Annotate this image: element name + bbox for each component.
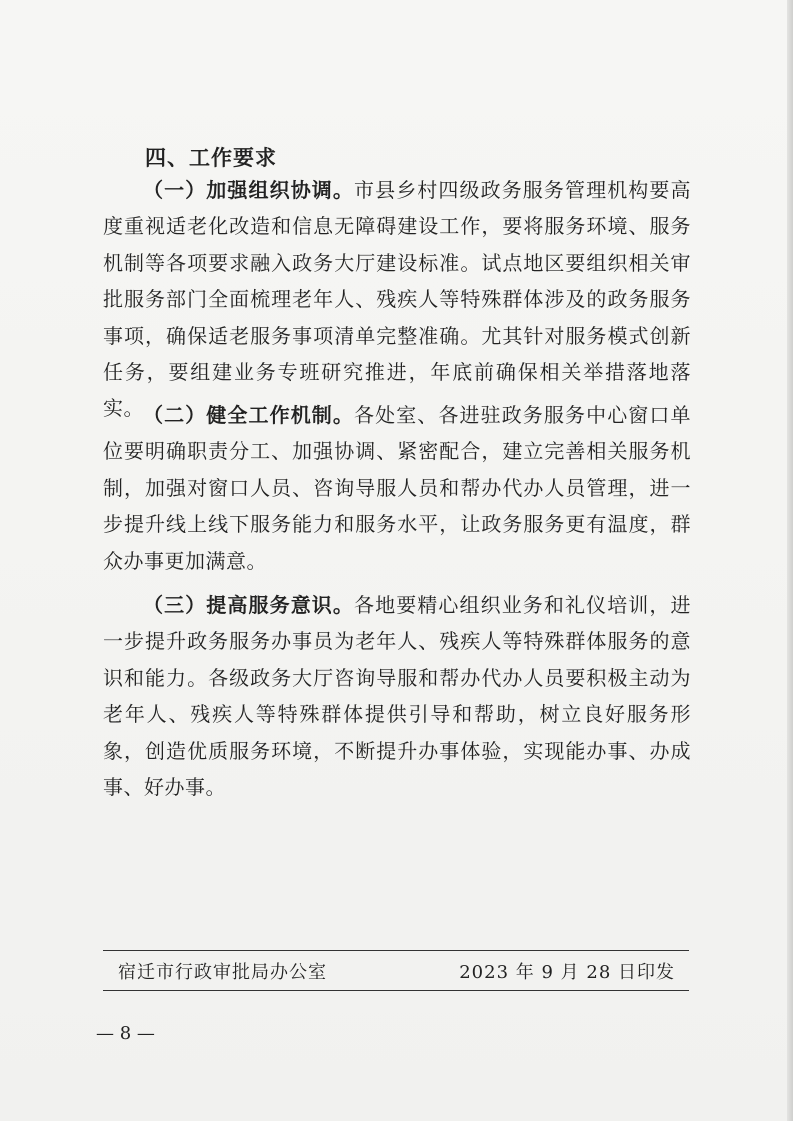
paragraph-3-lead: （三）提高服务意识。 <box>143 593 354 617</box>
footer-rule-top <box>103 950 689 951</box>
section-heading: 四、工作要求 <box>145 145 277 170</box>
paragraph-1-body: 市县乡村四级政务服务管理机构要高度重视适老化改造和信息无障碍建设工作，要将服务环境、服务机制等各项要求融入政务大厅建设标准。试点地区要组织相关审批服务部门全面梳理老年人、残疾人等特殊群体涉及的政务服务事项，确保适老服务事项清单完整准确。尤其针对服务模式创新任务，要组建业务专班研究推进，年底前确保相关举措落地落实。 <box>103 178 691 421</box>
paragraph-1 <box>103 172 691 427</box>
paragraph-3-body: 各地要精心组织业务和礼仪培训，进一步提升政务服务办事员为老年人、残疾人等特殊群体服务的意识和能力。各级政务大厅咨询导服和帮办代办人员要积极主动为老年人、残疾人等特殊群体提供引导和帮助，树立良好服务形象，创造优质服务环境，不断提升办事体验，实现能办事、办成事、好办事。 <box>103 593 691 800</box>
paragraph-1-lead: （一）加强组织协调。 <box>143 178 354 202</box>
paragraph-2-body: 各处室、各进驻政务服务中心窗口单位要明确职责分工、加强协调、紧密配合，建立完善相关服务机制，加强对窗口人员、咨询导服人员和帮办代办人员管理，进一步提升线上线下服务能力和服务水平，让政务服务更有温度，群众办事更加满意。 <box>103 403 691 573</box>
footer-date: 2023 年 9 月 28 日印发 <box>459 962 675 983</box>
paragraph-2-lead: （二）健全工作机制。 <box>143 403 354 427</box>
page-number: — 8 — <box>96 1023 155 1044</box>
paragraph-3 <box>103 587 691 805</box>
page-edge-shadow <box>787 0 793 1121</box>
footer-issuer: 宿迁市行政审批局办公室 <box>118 962 327 983</box>
footer-rule-bottom <box>103 990 689 991</box>
paragraph-2 <box>103 397 691 579</box>
